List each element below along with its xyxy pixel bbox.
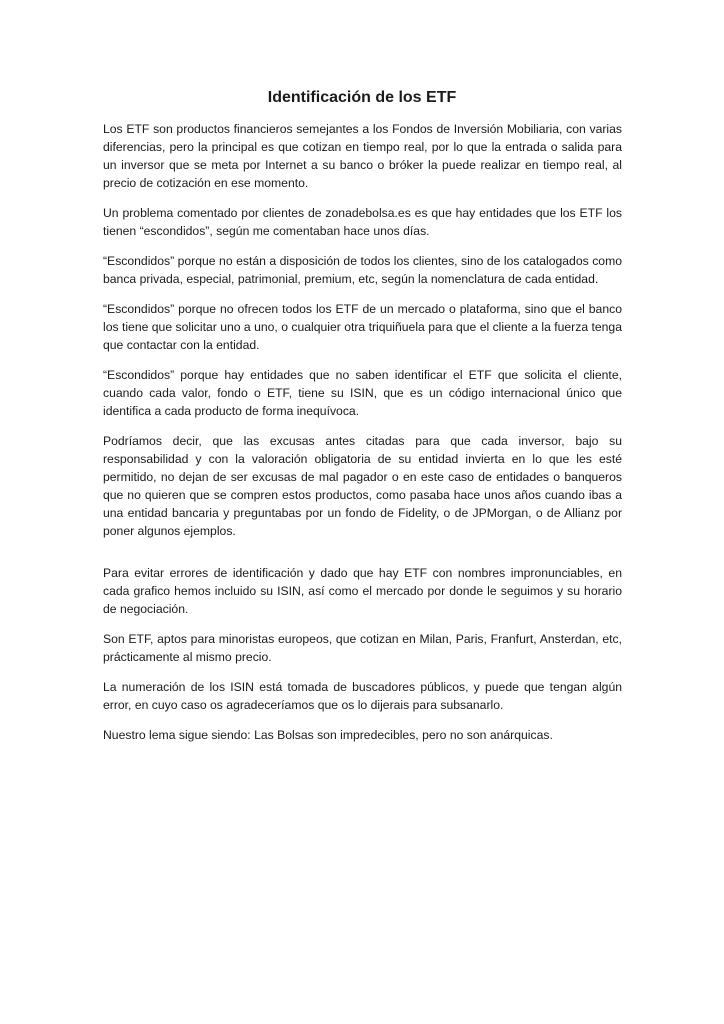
paragraph-hidden-isin: “Escondidos” porque hay entidades que no saben identificar el ETF que solicita el cliente, cuando cada valor, fondo o ETF, tiene su ISIN, que es un código internacional único que identifica a cada producto de forma inequívoca. xyxy=(103,368,622,418)
paragraph-identification: Para evitar errores de identificación y dado que hay ETF con nombres impronunciables, en cada grafico hemos incluido su ISIN, así como el mercado por donde le seguimos y su horario de negociación. xyxy=(103,566,622,616)
paragraph-problem: Un problema comentado por clientes de zonadebolsa.es es que hay entidades que los ETF los tienen “escondidos”, según me comentaban hace unos días. xyxy=(103,206,622,238)
paragraph-excuses: Podríamos decir, que las excusas antes citadas para que cada inversor, bajo su responsabilidad y con la valoración obligatoria de su entidad invierta en lo que les esté permitido, no dejan de ser excusas de mal pagador o en este caso de entidades o banqueros que no quieren que se compren estos productos, como pasaba hace unos años cuando ibas a una entidad bancaria y preguntabas por un fondo de Fidelity, o de JPMorgan, o de Allianz por poner algunos ejemplos. xyxy=(103,434,622,538)
paragraph-isin-source: La numeración de los ISIN está tomada de buscadores públicos, y puede que tengan algún error, en cuyo caso os agradeceríamos que os lo dijerais para subsanarlo. xyxy=(103,680,622,712)
paragraph-hidden-clients: “Escondidos” porque no están a disposición de todos los clientes, sino de los catalogados como banca privada, especial, patrimonial, premium, etc, según la nomenclatura de cada entidad. xyxy=(103,254,622,286)
paragraph-markets: Son ETF, aptos para minoristas europeos, que cotizan en Milan, Paris, Franfurt, Ansterdan, etc, prácticamente al mismo precio. xyxy=(103,632,622,664)
paragraph-intro: Los ETF son productos financieros semejantes a los Fondos de Inversión Mobiliaria, con varias diferencias, pero la principal es que cotizan en tiempo real, por lo que la entrada o salida para un inversor que se meta por Internet a su banco o bróker la puede realizar en tiempo real, al precio de cotización en ese momento. xyxy=(103,122,622,190)
paragraph-hidden-offer: “Escondidos” porque no ofrecen todos los ETF de un mercado o plataforma, sino que el banco los tiene que solicitar uno a uno, o cualquier otra triquiñuela para que el cliente a la fuerza tenga que contactar con la entidad. xyxy=(103,302,622,352)
paragraph-motto: Nuestro lema sigue siendo: Las Bolsas son impredecibles, pero no son anárquicas. xyxy=(103,728,553,742)
document-body xyxy=(103,120,622,756)
page-title: Identificación de los ETF xyxy=(267,89,457,106)
